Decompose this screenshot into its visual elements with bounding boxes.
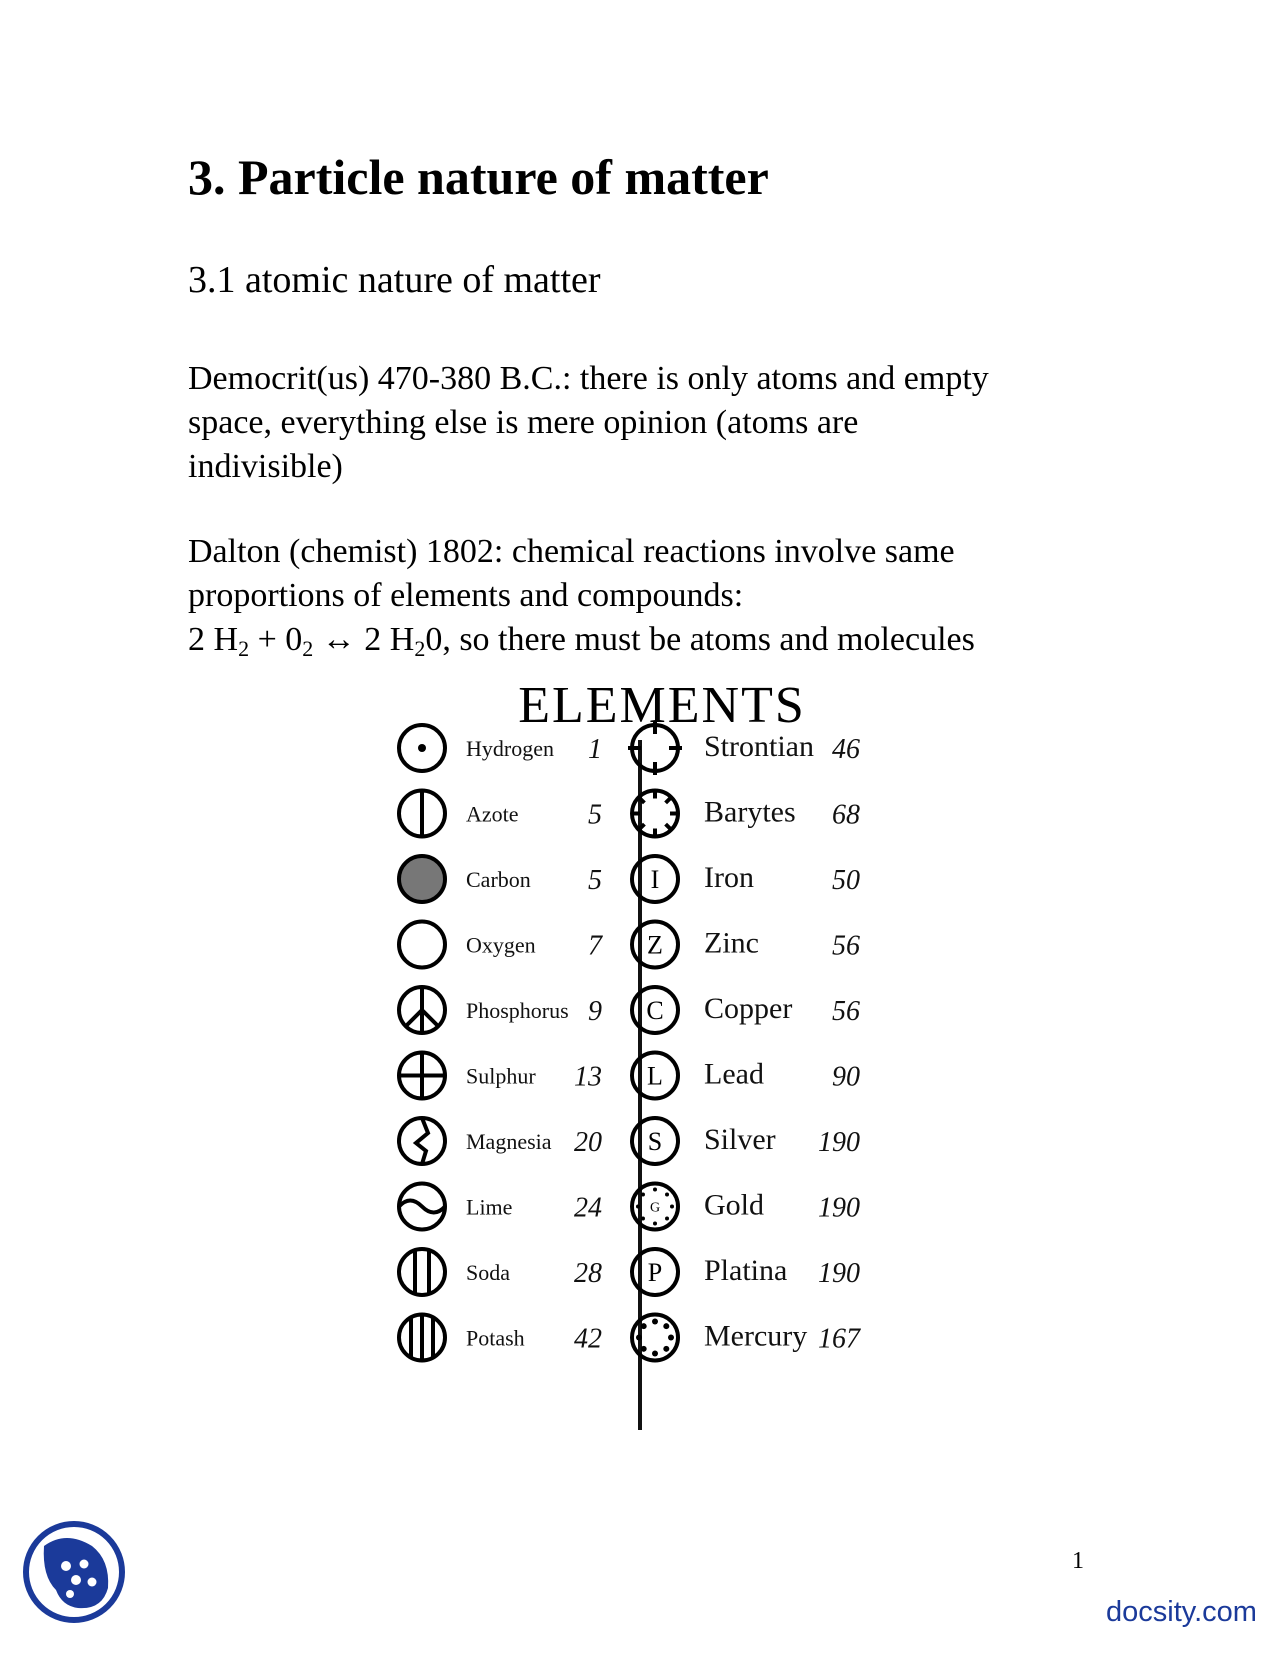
element-name: Magnesia: [466, 1129, 552, 1154]
atomic-weight: 56: [832, 930, 860, 962]
atomic-weight: 9: [588, 996, 602, 1027]
symbol-letter: C: [646, 996, 664, 1025]
paragraph-line: proportions of elements and compounds:: [188, 577, 744, 614]
atomic-weight: 190: [818, 1192, 860, 1224]
page-number: 1: [1072, 1548, 1084, 1574]
dalton-paragraph: [188, 530, 1088, 662]
atomic-weight: 167: [818, 1323, 860, 1355]
page-title: 3. Particle nature of matter: [188, 149, 769, 205]
democritus-paragraph: [188, 357, 1088, 489]
atomic-weight: 20: [574, 1127, 602, 1158]
element-name: Barytes: [704, 795, 796, 829]
atomic-weight: 68: [832, 799, 860, 831]
element-name: Lead: [704, 1057, 764, 1091]
atomic-weight: 24: [574, 1192, 602, 1224]
atomic-weight: 190: [818, 1127, 860, 1158]
atomic-weight: 46: [832, 734, 860, 765]
docsity-brand-link[interactable]: docsity.com: [1106, 1596, 1257, 1628]
atomic-weight: 5: [588, 865, 602, 896]
atomic-weight: 42: [574, 1323, 602, 1355]
paragraph-line: space, everything else is mere opinion (atoms are: [188, 404, 859, 441]
filled-circle-icon: [399, 856, 445, 902]
atomic-weight: 1: [588, 734, 602, 765]
atomic-weight: 56: [832, 996, 860, 1027]
paragraph-line: indivisible): [188, 448, 343, 485]
symbol-letter: I: [650, 865, 660, 894]
element-name: Iron: [704, 861, 754, 894]
cross-circle-icon: [399, 1053, 445, 1099]
element-name: Mercury: [704, 1319, 808, 1353]
element-name: Azote: [466, 801, 519, 827]
element-name: Oxygen: [466, 932, 536, 958]
element-name: Potash: [466, 1325, 525, 1351]
symbol-letter: G: [649, 1200, 661, 1216]
element-name: Phosphorus: [466, 998, 569, 1023]
atomic-weight: 7: [588, 930, 602, 962]
element-name: Sulphur: [466, 1063, 536, 1089]
element-name: Soda: [466, 1260, 510, 1285]
paragraph-line: Dalton (chemist) 1802: chemical reactions involve same: [188, 533, 955, 570]
docsity-logo-icon[interactable]: [22, 1516, 132, 1632]
element-name: Hydrogen: [466, 736, 554, 761]
elements-table-image: [392, 670, 932, 1440]
symbol-letter: P: [647, 1258, 663, 1287]
atomic-weight: 13: [574, 1061, 602, 1093]
element-name: Carbon: [466, 867, 531, 892]
atomic-weight: 190: [818, 1258, 860, 1289]
element-name: Silver: [704, 1123, 776, 1156]
symbol-letter: S: [647, 1127, 663, 1156]
chemical-equation: 2 $H_2 + 0_2$ ↔ 2 $H_20$, so there must be atoms and molecules: [188, 621, 975, 661]
symbol-letter: Z: [647, 930, 663, 960]
paragraph-line: Democrit(us) 470-380 B.C.: there is only atoms and empty: [188, 360, 989, 397]
symbol-letter: L: [647, 1061, 663, 1091]
atomic-weight: 5: [588, 799, 602, 831]
element-name: Platina: [704, 1254, 788, 1287]
dalton-elements-table: [392, 670, 932, 1440]
element-name: Gold: [704, 1188, 764, 1222]
dotted-letter-circle-icon: [632, 1184, 678, 1230]
atomic-weight: 90: [832, 1061, 860, 1093]
section-heading: 3.1 atomic nature of matter: [188, 259, 601, 301]
atomic-weight: 50: [832, 865, 860, 896]
atomic-weight: 28: [574, 1258, 602, 1289]
element-name: Copper: [704, 992, 793, 1025]
elements-heading: ELEMENTS: [518, 677, 806, 734]
element-name: Strontian: [704, 730, 814, 763]
element-name: Lime: [466, 1194, 513, 1220]
element-name: Zinc: [704, 926, 759, 960]
